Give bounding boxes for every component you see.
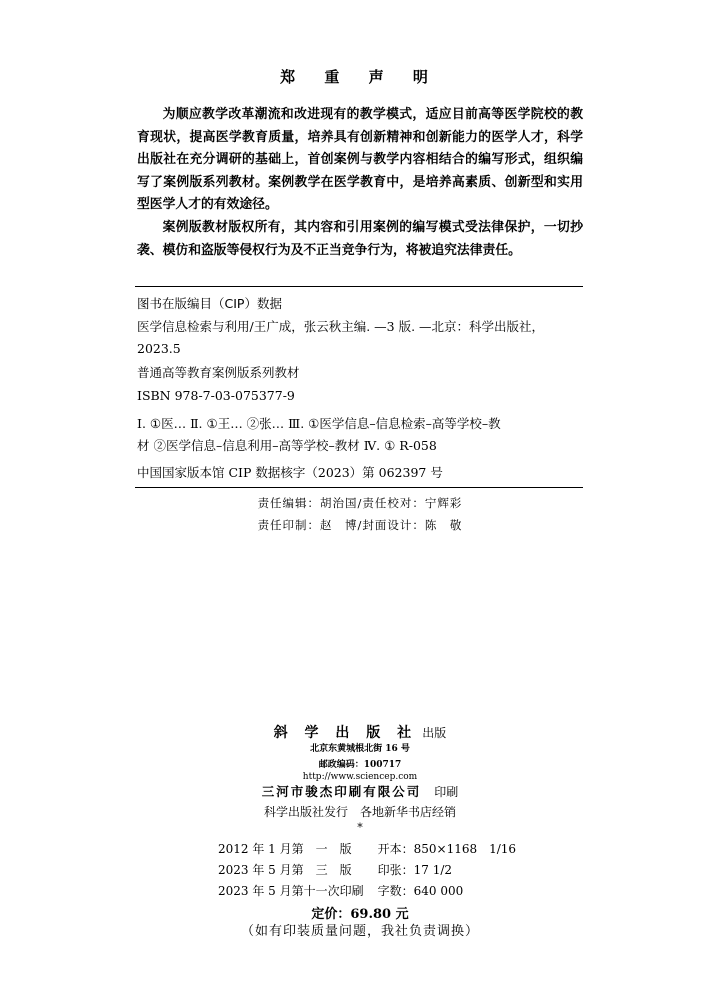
- edition-right: 开本：850×1168 1/16: [377, 842, 517, 856]
- edition-right: 字数：640 000: [377, 884, 464, 898]
- cip-heading: 图书在版编目（CIP）数据: [137, 296, 282, 311]
- credit-print: 责任印制：赵 博/封面设计：陈 敬: [257, 518, 463, 532]
- edition-left: 2023 年 5 月第 三 版: [218, 863, 352, 877]
- cip-title-line: 医学信息检索与利用/王广成，张云秋主编. —3 版. —北京：科学出版社，: [137, 319, 545, 334]
- divider-top: [135, 286, 583, 287]
- cip-subject-line-cont: 材 ②医学信息–信息利用–高等学校–教材 Ⅳ. ① R-058: [137, 438, 437, 453]
- edition-left: 2012 年 1 月第 一 版: [218, 842, 352, 856]
- price: 定价：69.80 元: [311, 907, 409, 922]
- declaration-paragraph: 为顺应教学改革潮流和改进现有的教学模式，适应目前高等医学院校的教育现状，提高医学教育质量，培养具有创新精神和创新能力的医学人才，科学出版社在充分调研的基础上，首创案例与教学内容相结合的编写形式，组织编写了案例版系列教材。案例教学在医学教育中，是培养高素质、创新型和实用型医学人才的有效途径。: [137, 107, 583, 213]
- cip-series: 普通高等教育案例版系列教材: [137, 365, 300, 380]
- publisher-name: 斜 学 出 版 社: [273, 725, 418, 741]
- publisher-line: [0, 722, 720, 742]
- printer-suffix: 印刷: [434, 785, 459, 799]
- printer-line: [0, 781, 720, 800]
- quality-notice: （如有印装质量问题，我社负责调换）: [240, 924, 479, 939]
- distribution-line: 科学出版社发行 各地新华书店经销: [263, 805, 456, 819]
- declaration-body: [137, 104, 583, 262]
- declaration-paragraph: 案例版教材版权所有，其内容和引用案例的编写模式受法律保护，一切抄袭、模仿和盗版等侵权行为及不正当竞争行为，将被追究法律责任。: [137, 219, 583, 258]
- credit-editor: 责任编辑：胡治国/责任校对：宁辉彩: [257, 496, 463, 510]
- edition-left: 2023 年 5 月第十一次印刷: [218, 884, 364, 898]
- cip-core-record: 中国国家版本馆 CIP 数据核字（2023）第 062397 号: [137, 465, 443, 480]
- cip-isbn: ISBN 978-7-03-075377-9: [137, 388, 295, 403]
- publisher-address: 北京东黄城根北街 16 号: [310, 744, 410, 754]
- edition-row: [218, 838, 516, 859]
- declaration-title: 郑 重 声 明: [280, 68, 440, 86]
- printer-name: 三河市骏杰印刷有限公司: [261, 784, 422, 799]
- edition-table: [218, 838, 516, 901]
- separator-star: *: [357, 821, 363, 834]
- publisher-suffix: 出版: [422, 726, 447, 740]
- edition-row: [218, 859, 516, 880]
- divider-bottom: [135, 487, 583, 488]
- edition-row: [218, 880, 516, 901]
- publisher-postcode: 邮政编码：100717: [318, 760, 402, 770]
- publisher-website: http://www.sciencep.com: [302, 772, 418, 782]
- cip-subject-line: Ⅰ. ①医… Ⅱ. ①王… ②张… Ⅲ. ①医学信息–信息检索–高等学校–教: [137, 416, 501, 431]
- edition-right: 印张：17 1/2: [377, 863, 453, 877]
- cip-title-line-cont: 2023.5: [137, 341, 181, 356]
